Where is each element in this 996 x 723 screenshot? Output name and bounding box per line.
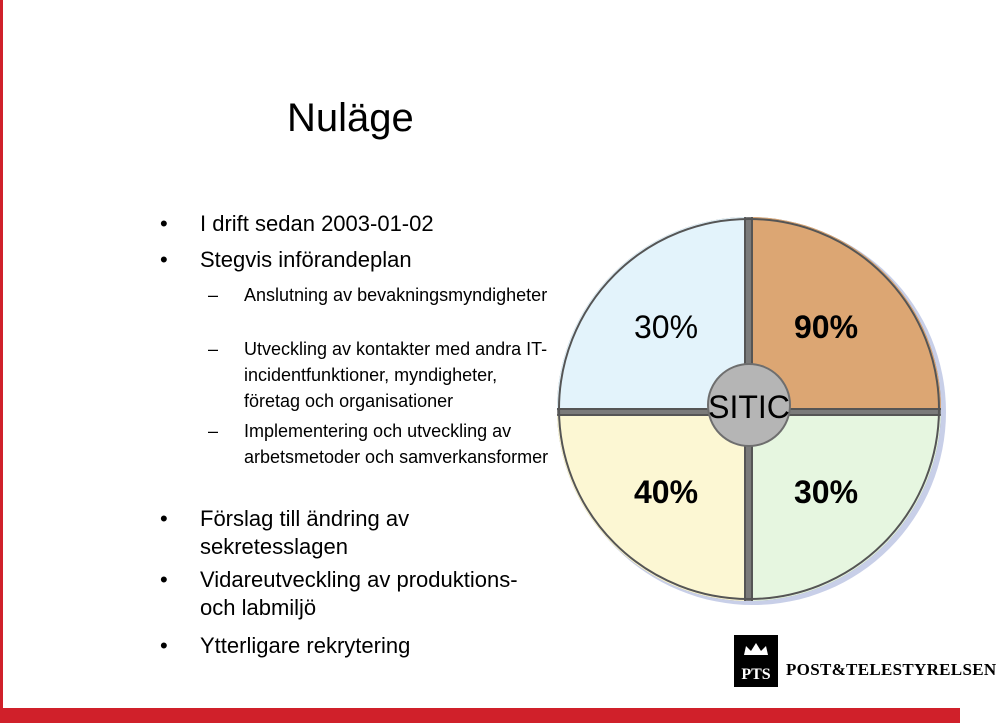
quadrant-value-bottom-left: 40%: [633, 474, 699, 510]
bullet-text: Stegvis införandeplan: [200, 247, 412, 272]
sub-bullet-marker: –: [208, 339, 219, 359]
sub-bullet-marker: –: [208, 421, 219, 441]
bullet-text: Ytterligare rekrytering: [200, 633, 411, 658]
sub-bullet-text: Anslutning av bevakningsmyndigheter: [244, 285, 548, 305]
quadrant-value-top-left: 30%: [633, 309, 699, 345]
bullet-marker: •: [160, 247, 168, 272]
bullet-text: Förslag till ändring av sekretesslagen: [200, 506, 410, 559]
bullet-marker: •: [160, 211, 168, 236]
bullet-text: Vidareutveckling av produktions- och labmiljö: [200, 567, 518, 620]
center-label: SITIC: [708, 389, 790, 425]
bullet-text: I drift sedan 2003-01-02: [200, 211, 434, 236]
sub-bullet-text: Implementering och utveckling av arbetsmetoder och samverkansformer: [244, 421, 549, 467]
quadrant-value-bottom-right: 30%: [793, 474, 859, 510]
bullet-marker: •: [160, 567, 168, 592]
crown-icon: [742, 641, 770, 657]
logo-letters: PTS: [741, 666, 771, 683]
pts-logo: [734, 635, 778, 687]
sub-bullet-marker: –: [208, 285, 219, 305]
bullet-marker: •: [160, 633, 168, 658]
slide-title: Nuläge: [287, 96, 414, 140]
sub-bullet-text: Utveckling av kontakter med andra IT-incidentfunktioner, myndigheter, företag och organisationer: [244, 339, 548, 411]
organization-name: POST&TELESTYRELSEN: [786, 660, 996, 679]
bullet-marker: •: [160, 506, 168, 531]
quadrant-value-top-right: 90%: [793, 309, 859, 345]
